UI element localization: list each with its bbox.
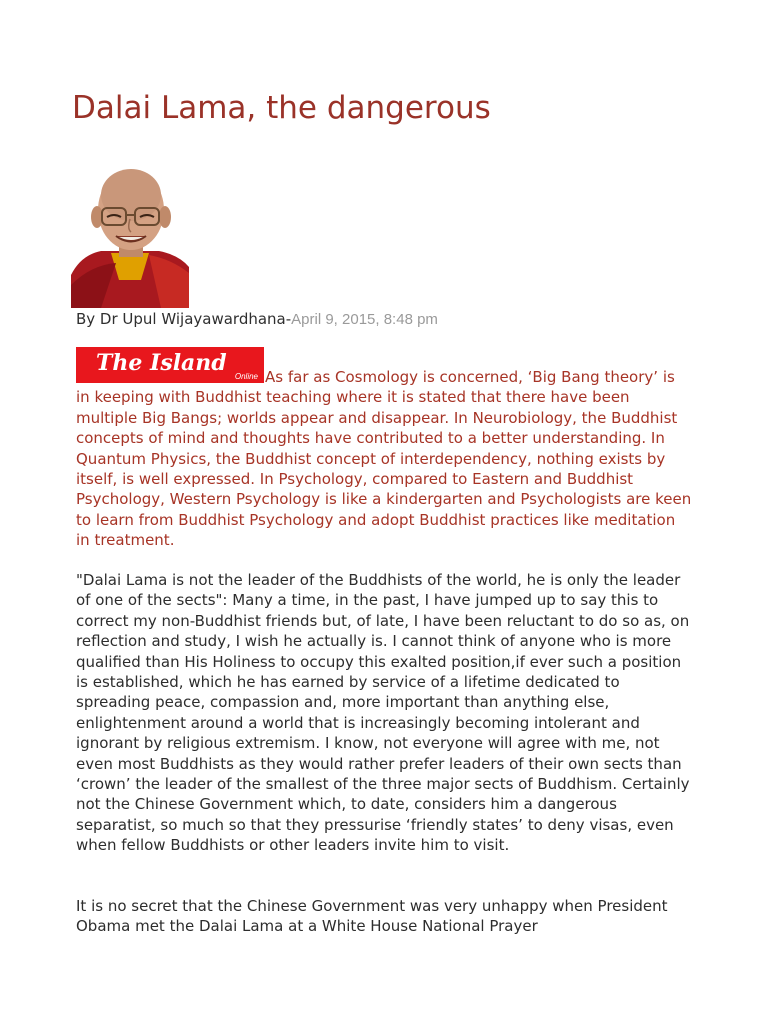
logo-sub-text: Online <box>234 372 258 381</box>
body-paragraph: It is no secret that the Chinese Government was very unhappy when President Obama met the Dalai Lama at a White House National Prayer <box>76 897 668 936</box>
author-portrait-photo <box>71 155 189 308</box>
byline <box>76 308 438 331</box>
logo-main-text: The Island <box>96 350 227 376</box>
body-paragraph: "Dalai Lama is not the leader of the Buddhists of the world, he is only the leader of one of the sects": Many a time, in the past, I have jumped up to say this to correct my non-Buddhist friends but, of late, I have been reluctant to do so as, on reflection and study, I wish he actually is. I cannot think of anyone who is more qualified than His Holiness to occupy this exalted position,if ever such a position is established, which he has earned by service of a lifetime dedicated to spreading peace, compassion and, more important than anything else, enlightenment around a world that is increasingly becoming intolerant and ignorant by religious extremism. I know, not everyone will agree with me, not even most Buddhists as they would rather prefer leaders of their own sects than ‘crown’ the leader of the smallest of the three major sects of Buddhism. Certainly not the Chinese Government which, to date, considers him a dangerous separatist, so much so that they pressurise ‘friendly states’ to deny visas, even when fellow Buddhists or other leaders invite him to visit. <box>76 571 690 855</box>
byline-date: April 9, 2015, 8:48 pm <box>291 311 438 328</box>
article-title: Dalai Lama, the dangerous <box>72 90 491 126</box>
lead-paragraph: As far as Cosmology is concerned, ‘Big Bang theory’ is in keeping with Buddhist teaching where it is stated that there have been multiple Big Bangs; worlds appear and disappear. In Neurobiology, the Buddhist concepts of mind and thoughts have contributed to a better understanding. In Quantum Physics, the Buddhist concept of interdependency, nothing exists by itself, is well expressed. In Psychology, compared to Eastern and Buddhist Psychology, Western Psychology is like a kindergarten and Psychologists are keen to learn from Buddhist Psychology and adopt Buddhist practices like meditation in treatment. <box>76 368 692 550</box>
byline-author: By Dr Upul Wijayawardhana- <box>76 310 292 328</box>
